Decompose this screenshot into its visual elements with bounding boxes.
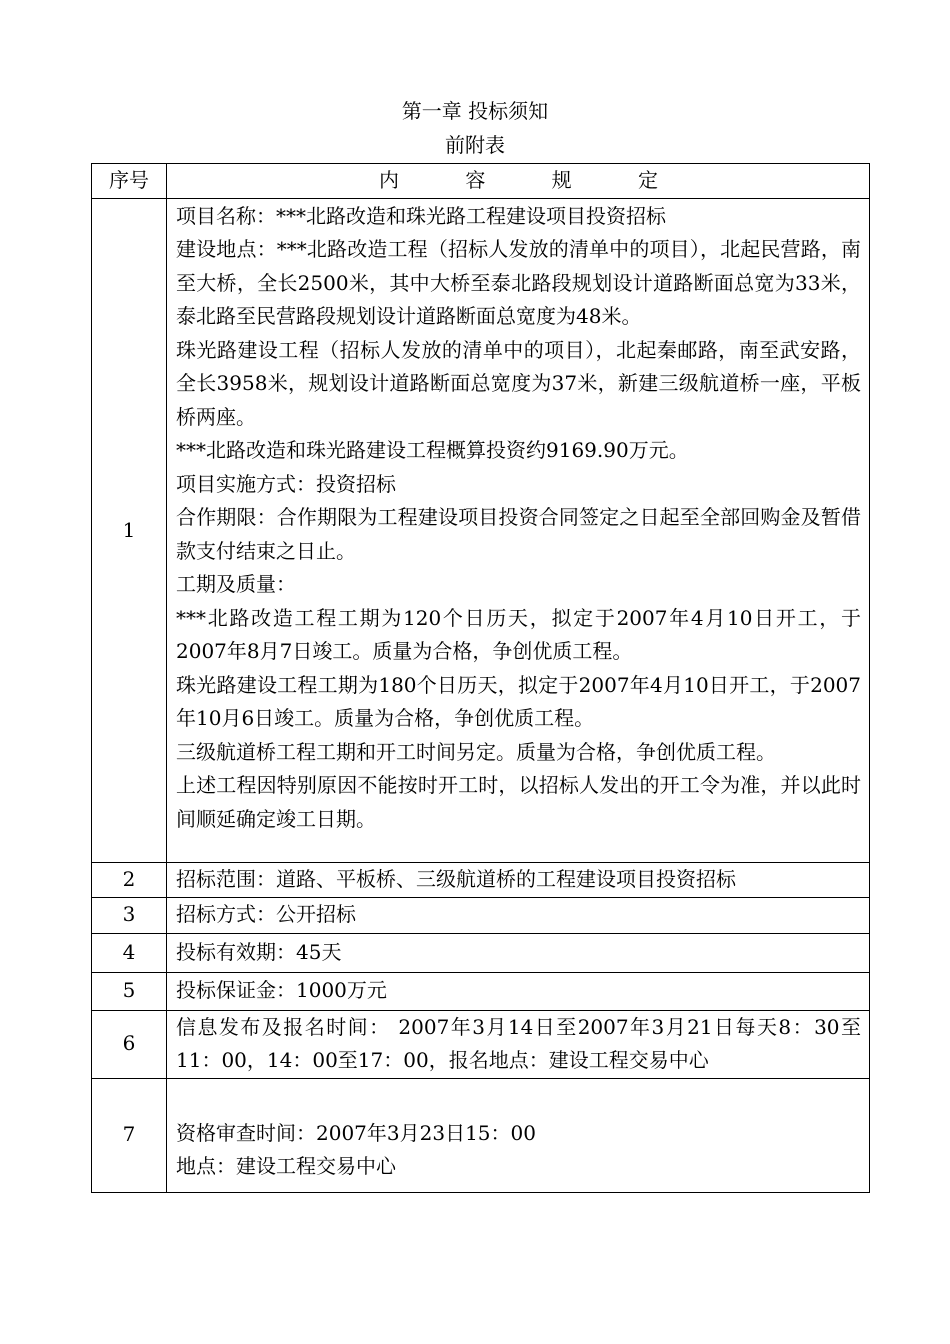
header-char: 规 [551,168,572,192]
header-content [167,164,870,199]
row-content [167,1010,870,1078]
zhuguang-road-scope: 珠光路建设工程（招标人发放的清单中的项目），北起秦邮路，南至武安路，全长3958米，规划设计道路断面总宽度为37米，新建三级航道桥一座，平板桥两座。 [176,337,861,429]
header-char: 定 [638,168,659,192]
row-content [167,198,870,863]
table-header-row [92,164,870,199]
table-row [92,972,870,1010]
delay-clause: 上述工程因特别原因不能按时开工时，以招标人发出的开工令为准，并以此时间顺延确定竣工日期。 [176,773,861,831]
bid-scope: 招标范围：道路、平板桥、三级航道桥的工程建设项目投资招标 [176,867,736,891]
header-num: 序号 [92,164,167,199]
table-row [92,198,870,863]
bid-bond: 投标保证金：1000万元 [176,978,387,1003]
implementation-method: 项目实施方式：投资招标 [176,471,396,496]
bid-method: 招标方式：公开招标 [176,902,356,927]
cooperation-period: 合作期限：合作期限为工程建设项目投资合同签定之日起至全部回购金及暂借款支付结束之日止。 [176,505,861,563]
table-row [92,863,870,898]
table-row [92,1078,870,1192]
front-attached-table [91,163,870,1193]
row-num: 2 [92,863,167,898]
north-road-schedule: ***北路改造工程工期为120个日历天，拟定于2007年4月10日开工，于2007年8月7日竣工。质量为合格，争创优质工程。 [176,605,861,663]
row-content [167,933,870,972]
row-content [167,1078,870,1192]
header-char: 内 [378,168,399,192]
project-name: 项目名称：***北路改造和珠光路工程建设项目投资招标 [176,203,666,228]
row-num: 7 [92,1078,167,1192]
bid-validity: 投标有效期：45天 [176,939,342,964]
registration-info: 信息发布及报名时间： 2007年3月14日至2007年3月21日每天8：30至11：00，14：00至17：00，报名地点：建设工程交易中心 [176,1014,861,1072]
zhuguang-road-schedule: 珠光路建设工程工期为180个日历天，拟定于2007年4月10日开工，于2007年10月6日竣工。质量为合格，争创优质工程。 [176,672,861,730]
bridge-schedule: 三级航道桥工程工期和开工时间另定。质量为合格，争创优质工程。 [176,739,776,764]
construction-location: 建设地点：***北路改造工程（招标人发放的清单中的项目），北起民营路，南至大桥，全长2500米，其中大桥至泰北路段规划设计道路断面总宽为33米，泰北路至民营路段规划设计道路断面总宽度为48米。 [176,237,861,328]
header-char: 容 [465,168,486,192]
table-row [92,1010,870,1078]
row-num: 1 [92,198,167,863]
row-content [167,863,870,898]
investment-estimate: ***北路改造和珠光路建设工程概算投资约9169.90万元。 [176,438,689,462]
row-num: 5 [92,972,167,1010]
row-content [167,897,870,933]
table-row [92,897,870,933]
chapter-title: 第一章 投标须知 [401,99,549,123]
table-row [92,933,870,972]
table-subtitle: 前附表 [445,133,505,157]
review-location: 地点：建设工程交易中心 [176,1154,396,1178]
row-num: 3 [92,897,167,933]
qualification-review-time: 资格审查时间：2007年3月23日15：00 [176,1120,536,1145]
row-num: 4 [92,933,167,972]
row-num: 6 [92,1010,167,1078]
schedule-quality-heading: 工期及质量： [176,572,296,596]
row-content [167,972,870,1010]
